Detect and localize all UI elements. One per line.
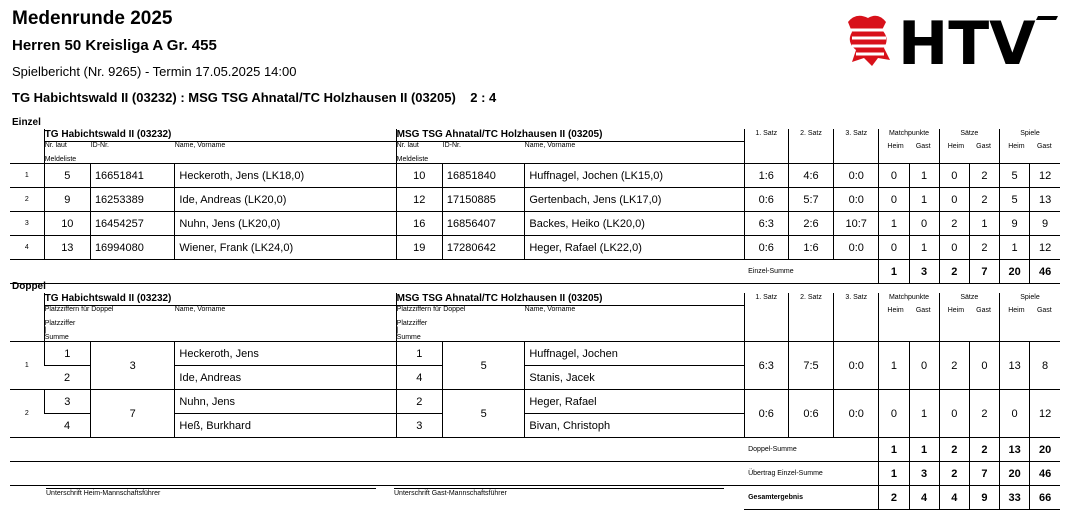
table-cell: Heß, Burkhard — [175, 414, 396, 438]
einzel-summe-row: Einzel-Summe 1 3 2 7 20 46 — [10, 260, 1060, 284]
table-cell: Huffnagel, Jochen (LK15,0) — [525, 164, 744, 188]
table-cell: 1 — [879, 212, 909, 236]
table-cell: 16454257 — [90, 212, 174, 236]
table-cell: Heger, Rafael (LK22,0) — [525, 236, 744, 260]
table-cell: 7 — [90, 390, 174, 438]
table-cell: 1 — [879, 342, 909, 390]
table-cell: 2 — [969, 164, 999, 188]
table-cell: 6:3 — [744, 212, 788, 236]
table-cell: 0 — [939, 236, 969, 260]
signature-home: Unterschrift Heim-Mannschaftsführer — [46, 488, 376, 497]
einzel-table — [10, 129, 1060, 284]
table-cell: 1 — [909, 188, 939, 212]
table-cell: 16856407 — [442, 212, 524, 236]
table-cell: 0:6 — [788, 390, 833, 438]
table-cell: 19 — [396, 236, 442, 260]
table-cell: 0:0 — [834, 342, 879, 390]
table-cell: 2 — [10, 188, 44, 212]
table-cell: 2 — [10, 390, 44, 438]
matchup-result: TG Habichtswald II (03232) : MSG TSG Ahnatal/TC Holzhausen II (03205) 2 : 4 — [12, 90, 497, 105]
table-cell: Nuhn, Jens (LK20,0) — [175, 212, 396, 236]
table-cell: 17150885 — [442, 188, 524, 212]
table-cell: 1 — [10, 342, 44, 390]
table-cell: 13 — [1030, 188, 1060, 212]
section-einzel: Einzel — [12, 117, 41, 128]
table-cell: 2 — [939, 212, 969, 236]
table-cell: Nuhn, Jens — [175, 390, 396, 414]
table-cell: 0 — [879, 236, 909, 260]
table-cell: 10 — [44, 212, 90, 236]
table-cell: 10:7 — [834, 212, 879, 236]
table-cell: 12 — [1030, 390, 1060, 438]
doppel-row — [10, 390, 1060, 414]
table-cell: 0 — [879, 188, 909, 212]
table-cell: Wiener, Frank (LK24,0) — [175, 236, 396, 260]
table-cell: 8 — [1030, 342, 1060, 390]
table-cell: 4 — [44, 414, 90, 438]
table-cell: 4 — [396, 366, 442, 390]
table-cell: 3 — [10, 212, 44, 236]
page-title: Medenrunde 2025 — [12, 8, 173, 29]
table-cell: 5:7 — [788, 188, 833, 212]
table-cell: 0:0 — [834, 236, 879, 260]
table-cell: Backes, Heiko (LK20,0) — [525, 212, 744, 236]
table-cell: 5 — [1000, 188, 1030, 212]
table-cell: 0 — [879, 164, 909, 188]
table-cell: 2 — [396, 390, 442, 414]
table-cell: 1:6 — [788, 236, 833, 260]
table-cell: 1 — [909, 390, 939, 438]
table-cell: Heger, Rafael — [525, 390, 744, 414]
table-cell: 0:6 — [744, 390, 788, 438]
table-cell: 1 — [396, 342, 442, 366]
doppel-table — [10, 293, 1060, 510]
table-cell: 0:6 — [744, 188, 788, 212]
table-cell: 0 — [909, 342, 939, 390]
table-cell: Stanis, Jacek — [525, 366, 744, 390]
table-cell: 2 — [969, 390, 999, 438]
table-cell: 3 — [90, 342, 174, 390]
table-cell: 13 — [1000, 342, 1030, 390]
uebertrag-row: Übertrag Einzel-Summe 1 3 2 7 20 46 — [10, 462, 1060, 486]
table-cell: 1 — [909, 164, 939, 188]
table-cell: 12 — [396, 188, 442, 212]
table-cell: 16651841 — [90, 164, 174, 188]
table-cell: Heckeroth, Jens (LK18,0) — [175, 164, 396, 188]
section-doppel: Doppel — [12, 281, 46, 292]
table-cell: 0:0 — [834, 164, 879, 188]
report-info: Spielbericht (Nr. 9265) - Termin 17.05.2025 14:00 — [12, 64, 297, 79]
doppel-summe-row: Doppel-Summe 1 1 2 2 13 20 — [10, 438, 1060, 462]
table-cell: 12 — [1030, 164, 1060, 188]
table-cell: 0 — [879, 390, 909, 438]
table-cell: Huffnagel, Jochen — [525, 342, 744, 366]
table-cell: 17280642 — [442, 236, 524, 260]
table-cell: 0:6 — [744, 236, 788, 260]
table-cell: 5 — [1000, 164, 1030, 188]
table-cell: 0:0 — [834, 188, 879, 212]
table-cell: 7:5 — [788, 342, 833, 390]
table-cell: 10 — [396, 164, 442, 188]
league-title: Herren 50 Kreisliga A Gr. 455 — [12, 37, 217, 54]
table-cell: 9 — [44, 188, 90, 212]
table-cell: 0 — [939, 188, 969, 212]
table-cell: 0 — [939, 390, 969, 438]
einzel-row — [10, 164, 1060, 188]
table-cell: 1 — [969, 212, 999, 236]
table-cell: 9 — [1030, 212, 1060, 236]
doppel-header-row: TG Habichtswald II (03232) Platzziffern für Doppel Platzziffer | Summe Name, Vorname MSG TSG Ahnatal/TC Holzhausen II (03205) Platzziffern für Doppel Platzziffer | Summe Name, Vorname 1. Satz 2. Satz 3. Satz Matchpunkte Heim Gast Sätze Heim Gast Spiele Heim Gast — [10, 293, 1060, 342]
table-cell: 1 — [44, 342, 90, 366]
table-cell: 3 — [396, 414, 442, 438]
table-cell: 16851840 — [442, 164, 524, 188]
table-cell: 16994080 — [90, 236, 174, 260]
table-cell: 0 — [969, 342, 999, 390]
table-cell: 9 — [1000, 212, 1030, 236]
table-cell: 13 — [44, 236, 90, 260]
away-team-header: MSG TSG Ahnatal/TC Holzhausen II (03205) — [397, 129, 744, 142]
table-cell: 16253389 — [90, 188, 174, 212]
table-cell: 2 — [44, 366, 90, 390]
table-cell: 6:3 — [744, 342, 788, 390]
htv-logo — [842, 8, 1060, 72]
table-cell: 0:0 — [834, 390, 879, 438]
lion-icon — [848, 16, 890, 66]
table-cell: 0 — [939, 164, 969, 188]
table-cell: 1 — [10, 164, 44, 188]
table-cell: 2 — [939, 342, 969, 390]
einzel-header-row: TG Habichtswald II (03232) Nr. laut Meldeliste ID-Nr. Name, Vorname MSG TSG Ahnatal/TC Holzhausen II (03205) Nr. laut Meldeliste ID-Nr. Name, Vorname 1. Satz 2. Satz 3. Satz Matchpunkte Heim Gast Sätze Heim Gast Spiele Heim Gast — [10, 129, 1060, 164]
signature-away: Unterschrift Gast-Mannschaftsführer — [394, 488, 724, 497]
table-cell: 4 — [10, 236, 44, 260]
table-cell: 1 — [909, 236, 939, 260]
table-cell: 4:6 — [788, 164, 833, 188]
table-cell: 1 — [1000, 236, 1030, 260]
einzel-row — [10, 212, 1060, 236]
doppel-row — [10, 342, 1060, 366]
einzel-row — [10, 236, 1060, 260]
table-cell: Heckeroth, Jens — [175, 342, 396, 366]
table-cell: 5 — [44, 164, 90, 188]
table-cell: 1:6 — [744, 164, 788, 188]
gesamt-row: Gesamtergebnis 2 4 4 9 33 66 — [10, 486, 1060, 510]
home-team-header: TG Habichtswald II (03232) — [45, 129, 396, 142]
table-cell: Gertenbach, Jens (LK17,0) — [525, 188, 744, 212]
table-cell: 2 — [969, 188, 999, 212]
table-cell: 3 — [44, 390, 90, 414]
table-cell: 0 — [909, 212, 939, 236]
table-cell: 5 — [442, 342, 524, 390]
table-cell: 5 — [442, 390, 524, 438]
logo-text: HTV — [898, 9, 1036, 72]
table-cell: 16 — [396, 212, 442, 236]
table-cell: 2 — [969, 236, 999, 260]
einzel-row — [10, 188, 1060, 212]
table-cell: Ide, Andreas — [175, 366, 396, 390]
table-cell: 12 — [1030, 236, 1060, 260]
table-cell: 2:6 — [788, 212, 833, 236]
table-cell: 0 — [1000, 390, 1030, 438]
table-cell: Ide, Andreas (LK20,0) — [175, 188, 396, 212]
table-cell: Bivan, Christoph — [525, 414, 744, 438]
